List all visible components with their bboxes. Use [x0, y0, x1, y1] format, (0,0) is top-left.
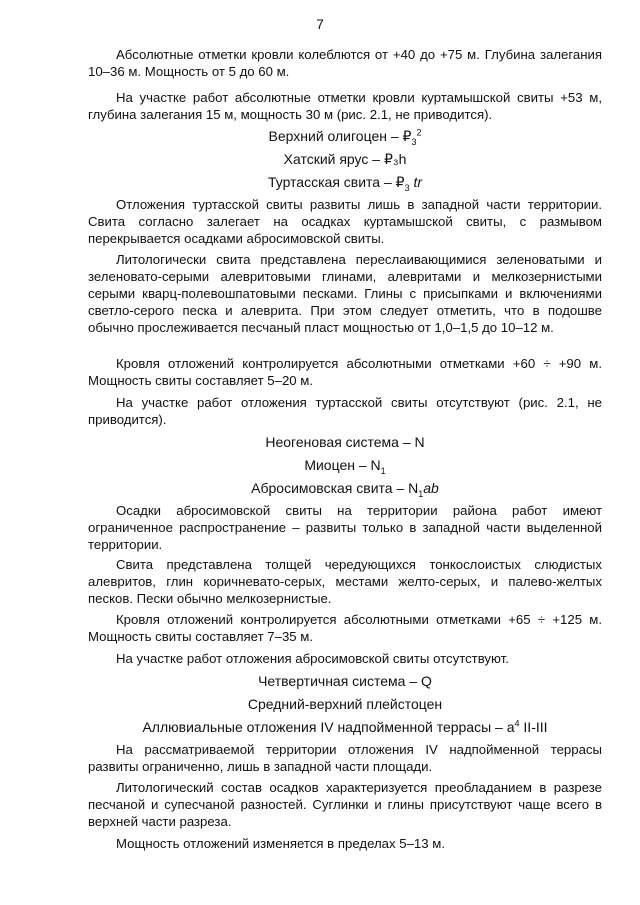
heading-text: Абросимовская свита – N [251, 480, 419, 496]
heading-sub: 3 [404, 182, 410, 193]
heading-text: Хатский ярус – ₽₃h [283, 151, 407, 167]
paragraph-8 [88, 556, 602, 607]
heading-miocene [88, 457, 602, 474]
paragraph-3 [88, 196, 602, 247]
paragraph-10-text: На участке работ отложения абросимовской свиты отсутствуют. [116, 651, 509, 666]
paragraph-13 [88, 835, 602, 852]
heading-quaternary-system [88, 673, 602, 690]
paragraph-3-text: Отложения туртасской свиты развиты лишь в западной части территории. Свита согласно залегает на осадках куртамышской свиты, с размывом перекрывается осадками абросимовской свиты. [88, 197, 602, 246]
heading-sub: 1 [418, 488, 424, 499]
paragraph-2 [88, 89, 602, 123]
heading-text: Аллювиальные отложения IV надпойменной террасы – a [142, 719, 515, 735]
heading-chattian-stage [88, 151, 602, 168]
heading-text: Верхний олигоцен – ₽ [268, 128, 412, 144]
paragraph-10 [88, 650, 602, 667]
paragraph-5 [88, 355, 602, 389]
paragraph-1-text: Абсолютные отметки кровли колеблются от +40 до +75 м. Глубина залегания 10–36 м. Мощность от 5 до 60 м. [88, 47, 602, 79]
page-number: 7 [316, 17, 324, 32]
paragraph-6-text: На участке работ отложения туртасской свиты отсутствуют (рис. 2.1, не приводится). [88, 395, 602, 427]
heading-text: Неогеновая система – N [265, 434, 425, 450]
heading-tail: II-III [519, 719, 548, 735]
heading-text: Четвертичная система – Q [258, 673, 432, 689]
heading-upper-oligocene [88, 128, 602, 145]
paragraph-12 [88, 779, 602, 830]
heading-text: Средний-верхний плейстоцен [247, 696, 443, 712]
paragraph-9-text: Кровля отложений контролируется абсолютными отметками +65 ÷ +125 м. Мощность свиты составляет 7–35 м. [88, 612, 602, 644]
paragraph-7-text: Осадки абросимовской свиты на территории района работ имеют ограниченное распространение – развиты только в западной части выделенной территории. [88, 503, 602, 552]
paragraph-6 [88, 394, 602, 428]
paragraph-1 [88, 46, 602, 80]
paragraph-12-text: Литологический состав осадков характеризуется преобладанием в разрезе песчаной и супесчаной разностей. Суглинки и глины присутствуют чаще всего в верхней части разреза. [88, 780, 602, 829]
heading-sup: 2 [416, 127, 422, 138]
paragraph-8-text: Свита представлена толщей чередующихся тонкослоистых слюдистых алевритов, глин коричневато-серых, местами желто-серых, и палево-желтых песков. Пески обычно мелкозернистые. [88, 557, 602, 606]
paragraph-5-text: Кровля отложений контролируется абсолютными отметками +60 ÷ +90 м. Мощность свиты составляет 5–20 м. [88, 356, 602, 388]
heading-text: Миоцен – N [304, 457, 381, 473]
paragraph-4 [88, 251, 602, 336]
heading-neogene-system [88, 434, 602, 451]
heading-italic: tr [409, 174, 423, 190]
heading-abrosimov-suite [88, 480, 602, 497]
paragraph-9 [88, 611, 602, 645]
heading-sup: 4 [514, 718, 520, 729]
heading-middle-upper-pleistocene [88, 696, 602, 713]
heading-turtas-suite [88, 174, 602, 191]
paragraph-11-text: На рассматриваемой территории отложения IV надпойменной террасы развиты ограниченно, лишь в западной части площади. [88, 742, 602, 774]
paragraph-2-text: На участке работ абсолютные отметки кровли куртамышской свиты +53 м, глубина залегания 15 м, мощность 30 м (рис. 2.1, не приводится). [88, 90, 602, 122]
heading-sub: 1 [380, 465, 386, 476]
heading-text: Туртасская свита – ₽ [267, 174, 405, 190]
heading-italic: ab [423, 480, 439, 496]
heading-sub: 3 [411, 136, 417, 147]
heading-alluvial-deposits [88, 719, 602, 736]
paragraph-13-text: Мощность отложений изменяется в пределах 5–13 м. [116, 836, 445, 851]
paragraph-4-text: Литологически свита представлена переслаивающимися зеленоватыми и зеленовато-серыми алевритовыми глинами, алевритами и мелкозернистыми серыми кварц-полевошпатовыми песками. Глины с присыпками и включениями светло-серого песка и алеврита. При этом следует отметить, что в подошве обычно прослеживается песчаный пласт мощностью от 1,0–1,5 до 10–12 м. [88, 252, 602, 335]
paragraph-11 [88, 741, 602, 775]
paragraph-7 [88, 502, 602, 553]
